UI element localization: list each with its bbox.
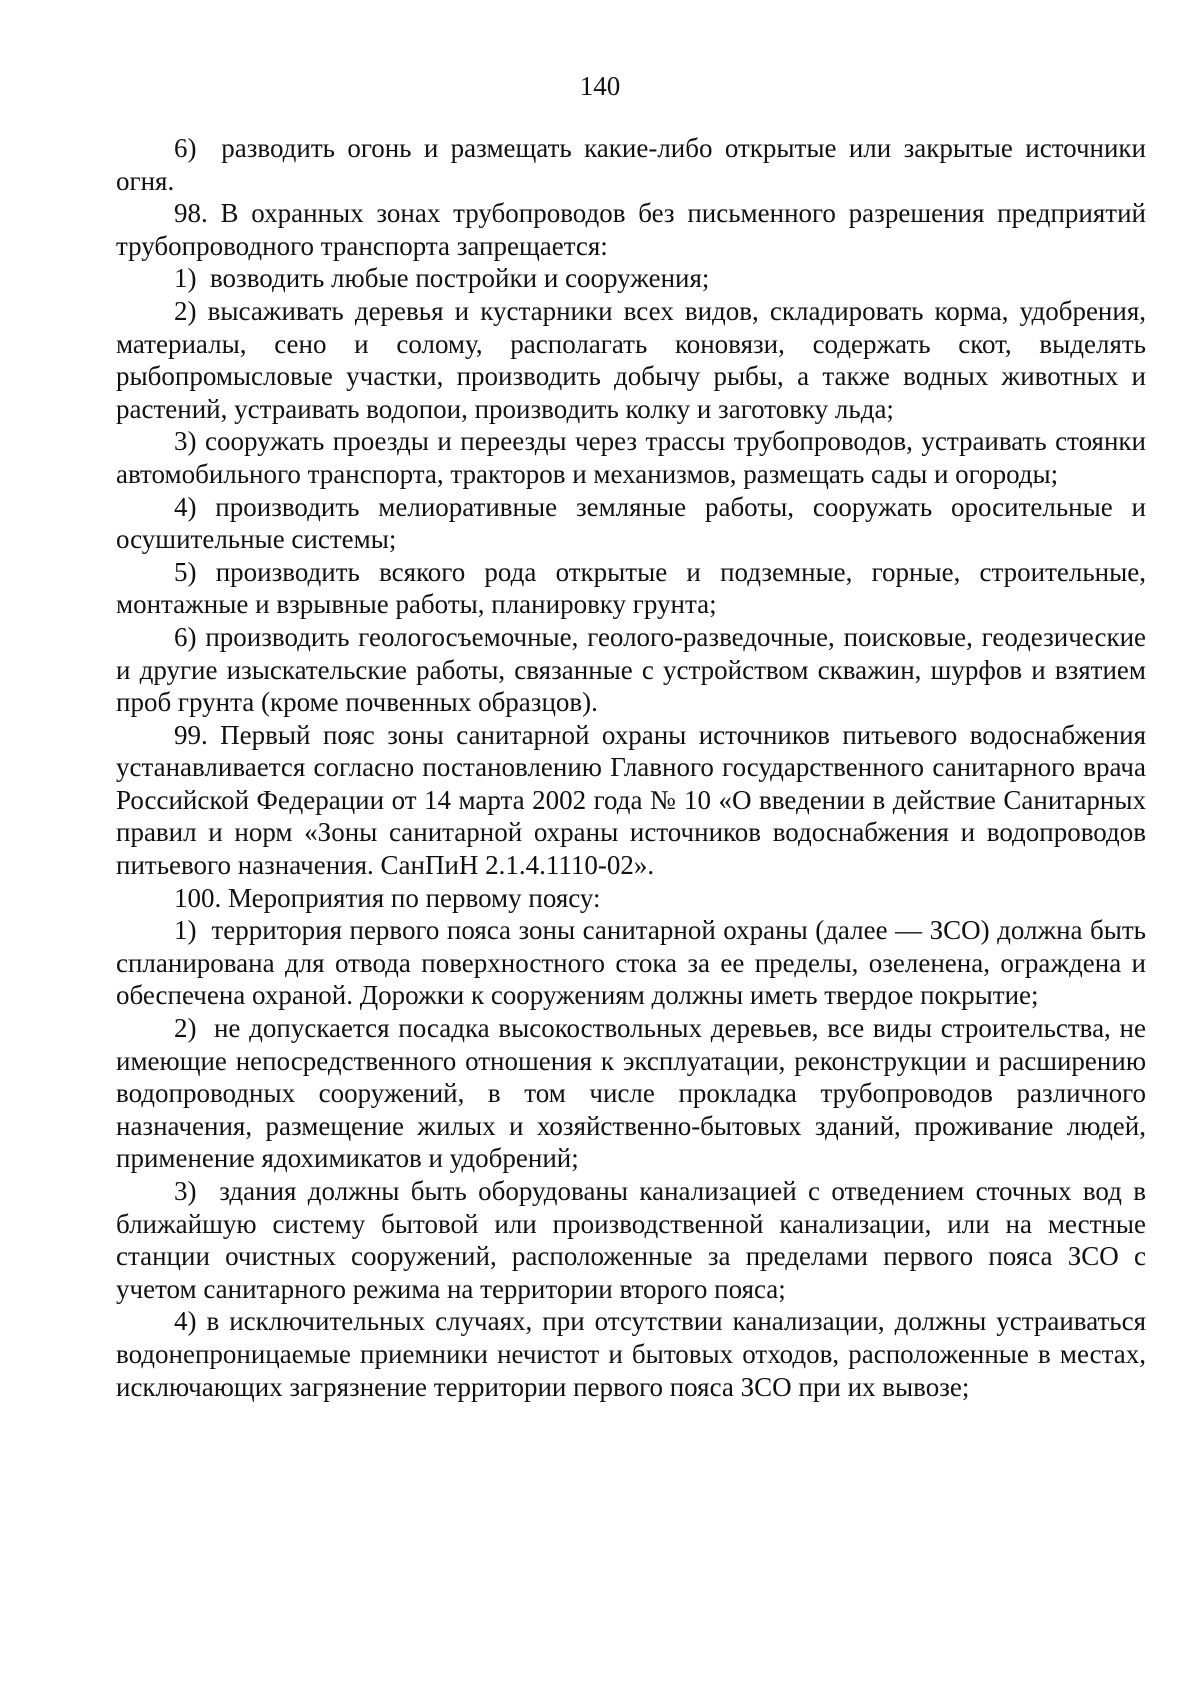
paragraph: 3) сооружать проезды и переезды через трассы трубопроводов, устраивать стоянки автомобильного транспорта, тракторов и механизмов, размещать сады и огороды; xyxy=(116,426,1146,489)
paragraph: 100. Мероприятия по первому поясу: xyxy=(174,882,601,913)
paragraph: 1) возводить любые постройки и сооружения; xyxy=(174,263,710,294)
paragraph: 1) территория первого пояса зоны санитарной охраны (далее — ЗСО) должна быть спланирована для отвода поверхностного стока за ее пределы, озеленена, ограждена и обеспечена охраной. Дорожки к сооружениям должны иметь твердое покрытие; xyxy=(116,915,1146,1011)
paragraph: 2) не допускается посадка высокоствольных деревьев, все виды строительства, не имеющие непосредственного отношения к эксплуатации, реконструкции и расширению водопроводных сооружений, в том числе прокладка трубопроводов различного назначения, размещение жилых и хозяйственно-бытовых зданий, проживание людей, применение ядохимикатов и удобрений; xyxy=(116,1013,1146,1174)
paragraph: 6) производить геологосъемочные, геолого-разведочные, поисковые, геодезические и другие изыскательские работы, связанные с устройством скважин, шурфов и взятием проб грунта (кроме почвенных образцов). xyxy=(116,621,1146,718)
paragraph: 99. Первый пояс зоны санитарной охраны источников питьевого водоснабжения устанавливается согласно постановлению Главного государственного санитарного врача Российской Федерации от 14 марта 2002 года № 10 «О введении в действие Санитарных правил и норм «Зоны санитарной охраны источников водоснабжения и водопроводов питьевого назначения. СанПиН 2.1.4.1110-02». xyxy=(116,719,1146,881)
paragraph: 5) производить всякого рода открытые и подземные, горные, строительные, монтажные и взрывные работы, планировку грунта; xyxy=(116,556,1146,620)
document-body xyxy=(116,132,1146,1403)
paragraph: 6) разводить огонь и размещать какие-либо открытые или закрытые источники огня. xyxy=(116,133,1146,196)
page-number: 140 xyxy=(579,71,621,101)
paragraph: 98. В охранных зонах трубопроводов без письменного разрешения предприятий трубопроводного транспорта запрещается: xyxy=(116,198,1146,261)
paragraph: 4) производить мелиоративные земляные работы, сооружать оросительные и осушительные системы; xyxy=(116,491,1146,555)
paragraph: 2) высаживать деревья и кустарники всех видов, складировать корма, удобрения, материалы, сено и солому, располагать коновязи, содержать скот, выделять рыбопромысловые участки, производить добычу рыбы, а также водных животных и растений, устраивать водопои, производить колку и заготовку льда; xyxy=(116,295,1146,424)
paragraph: 3) здания должны быть оборудованы канализацией с отведением сточных вод в ближайшую систему бытовой или производственной канализации, или на местные станции очистных сооружений, расположенные за пределами первого пояса ЗСО с учетом санитарного режима на территории второго пояса; xyxy=(116,1176,1146,1304)
paragraph: 4) в исключительных случаях, при отсутствии канализации, должны устраиваться водонепроницаемые приемники нечистот и бытовых отходов, расположенные в местах, исключающих загрязнение территории первого пояса ЗСО при их вывозе; xyxy=(116,1306,1146,1402)
